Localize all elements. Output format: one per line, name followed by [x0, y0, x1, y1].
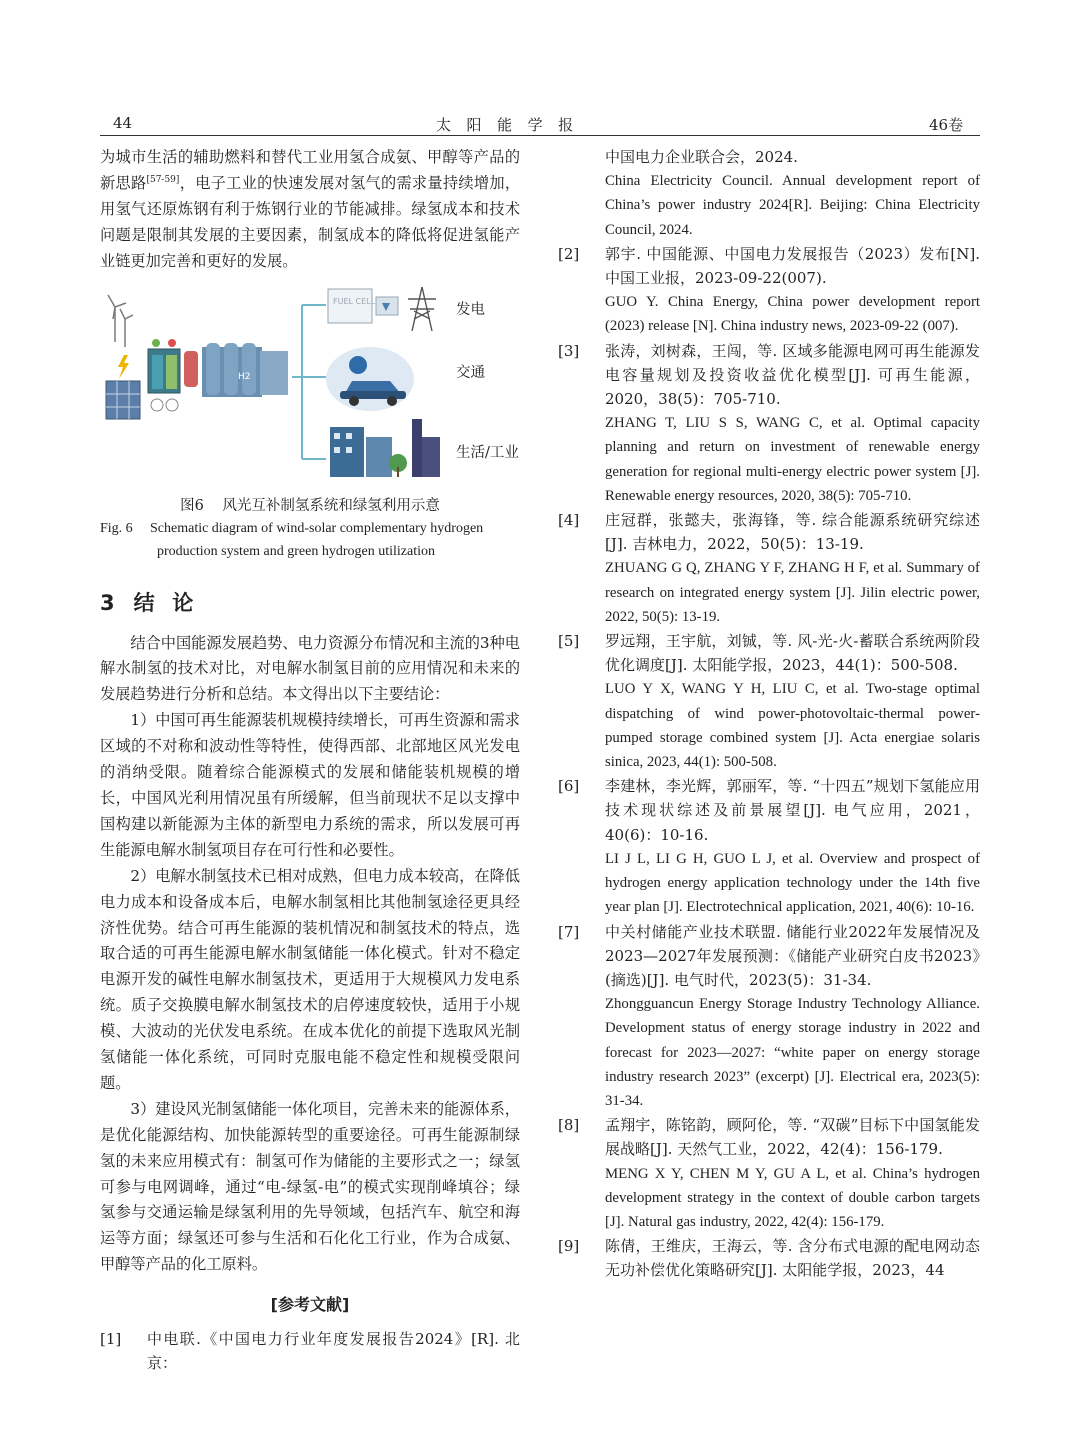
fuel-cell-icon — [328, 287, 398, 323]
electrolyzer-icon — [148, 339, 180, 411]
label-power-generation: 发电 — [456, 301, 485, 318]
reference-text-en: MENG X Y, CHEN M Y, GU A L, et al. China’s hydrogen development strategy in the context of double carbon targets [J]. Natural gas industry, 2022, 42(4): 156-179. — [605, 1165, 980, 1230]
reference-item — [558, 629, 980, 774]
reference-text-cn: 庄冠群，张懿夫，张海锋，等. 综合能源系统研究综述[J]. 吉林电力，2022，50(5)：13-19. — [605, 511, 980, 554]
reference-item — [558, 920, 980, 1114]
section-number: 3 — [100, 590, 116, 615]
reference-text-cn: 孟翔宇，陈铭韵，顾阿伦，等. “双碳”目标下中国氢能发展战略[J]. 天然气工业，2022，42(4)：156-179. — [605, 1116, 980, 1159]
reference-text-en: ZHUANG G Q, ZHANG Y F, ZHANG H F, et al. Summary of research on integrated energy system [J]. Jilin electric power, 2022, 50(5): 13-19. — [605, 560, 980, 625]
reference-item — [558, 774, 980, 919]
journal-title: 太 阳 能 学 报 — [436, 116, 576, 134]
hydrogen-storage-icon — [184, 343, 288, 397]
reference-item — [558, 339, 980, 508]
reference-text-en: China Electricity Council. Annual development report of China’s power industry 2024[R]. Beijing: China Electricity Council, 2024. — [605, 173, 980, 238]
conclusion-paragraph: 1）中国可再生能源装机规模持续增长，可再生资源和需求区域的不对称和波动性等特性，使得西部、北部地区风光发电的消纳受限。随着综合能源模式的发展和储能装机规模的增长，中国风光利用情况虽有所缓解，但当前现状不足以支撑中国构建以新能源为主体的新型电力系统的需求，所以发展可再生能源电解水制氢项目存在可行性和必要性。 — [100, 711, 520, 859]
reference-number: [7] — [558, 922, 580, 941]
reference-text-cn: 郭宇. 中国能源、中国电力发展报告（2023）发布[N]. 中国工业报，2023-09-22(007). — [605, 244, 980, 288]
reference-text-cn: 中国电力企业联合会，2024. — [605, 148, 798, 166]
reference-number: [1] — [100, 1330, 122, 1349]
reference-item — [558, 1113, 980, 1234]
reference-text-en: GUO Y. China Energy, China power development report (2023) release [N]. China industry news, 2023-09-22 (007). — [605, 294, 980, 335]
conclusion-paragraph: 结合中国能源发展趋势、电力资源分布情况和主流的3种电解水制氢的技术对比，对电解水制氢目前的应用情况和未来的发展趋势进行分析和总结。本文得出以下主要结论： — [100, 633, 520, 704]
wind-turbine-icon — [108, 295, 133, 347]
reference-list — [558, 242, 980, 1283]
reference-text-en: LUO Y X, WANG Y H, LIU C, et al. Two-stage optimal dispatching of wind power-photovoltaic-thermal power-pumped storage combined system [J]. Acta energiae solaris sinica, 2023, 44(1): 500-508. — [605, 681, 980, 771]
figure-caption-cn: 图6 风光互补制氢系统和绿氢利用示意 — [180, 497, 440, 514]
reference-item — [558, 145, 980, 242]
reference-text-cn: 中关村储能产业技术联盟. 储能行业2022年发展情况及2023—2027年发展预测：《储能产业研究白皮书2023》(摘选)[J]. 电气时代，2023(5)：31-34. — [605, 922, 980, 989]
reference-number: [9] — [558, 1237, 580, 1256]
solar-panel-icon — [106, 381, 140, 419]
reference-item — [558, 242, 980, 339]
reference-number: [3] — [558, 341, 580, 360]
header-rule — [100, 135, 980, 136]
left-column — [100, 145, 520, 1376]
reference-number: [8] — [558, 1116, 580, 1135]
reference-item — [558, 508, 980, 629]
reference-number: [2] — [558, 244, 580, 263]
reference-item — [558, 1234, 980, 1282]
label-transportation: 交通 — [456, 364, 485, 381]
section-title: 结 论 — [133, 590, 195, 615]
lightning-icon — [118, 355, 129, 379]
vehicle-icon — [326, 347, 414, 411]
reference-text-cn: 张涛，刘树森，王闯，等. 区域多能源电网可再生能源发电容量规划及投资收益优化模型[J]. 可再生能源，2020，38(5)：705-710. — [605, 341, 980, 409]
reference-text-cn: 陈倩，王维庆，王海云，等. 含分布式电源的配电网动态无功补偿优化策略研究[J]. 太阳能学报，2023，44 — [605, 1237, 980, 1280]
volume-label: 46卷 — [929, 116, 964, 134]
reference-text-en: LI J L, LI G H, GUO L J, et al. Overview and prospect of hydrogen energy application technology under the 14th five year plan [J]. Electrotechnical application, 2021, 40(6): 10-16. — [605, 850, 980, 916]
reference-item — [100, 1327, 520, 1375]
section-heading — [100, 587, 520, 617]
distribution-lines — [292, 305, 326, 459]
conclusion-paragraph: 3）建设风光制氢储能一体化项目，完善未来的能源体系，是优化能源结构、加快能源转型的重要途径。可再生能源制绿氢的未来应用模式有：制氢可作为储能的主要形式之一；绿氢可参与电网调峰，通过“电-绿氢-电”的模式实现削峰填谷；绿氢参与交通运输是绿氢利用的先导领域，包括汽车、航空和海运等方面；绿氢还可参与生活和石化化工行业，作为合成氨、甲醇等产品的化工原料。 — [100, 1099, 520, 1274]
fuel-cell-label: FUEL CELL — [333, 296, 376, 306]
page-number: 44 — [113, 114, 133, 132]
right-column — [558, 145, 980, 1283]
reference-text: 中电联.《中国电力行业年度发展报告2024》[R]. 北京： — [147, 1330, 520, 1373]
reference-number: [6] — [558, 777, 580, 796]
label-residential-industry: 生活/工业 — [456, 444, 519, 461]
h2-label: H2 — [238, 371, 251, 382]
reference-text-cn: 罗远翔，王宇航，刘铖，等. 风-光-火-蓄联合系统两阶段优化调度[J]. 太阳能学报，2023，44(1)：500-508. — [605, 632, 980, 675]
references-heading: [参考文献] — [270, 1295, 350, 1315]
intro-paragraph: 为城市生活的辅助燃料和替代工业用氢合成氨、甲醇等产品的新思路[57-59]，电子工业的快速发展对氢气的需求量持续增加，用氢气还原炼钢有利于炼钢行业的节能减排。绿氢成本和技术问题是限制其发展的主要因素，制氢成本的降低将促进氢能产业链更加完善和更好的发展。 — [100, 148, 521, 270]
reference-text-en: Zhongguancun Energy Storage Industry Technology Alliance. Development status of energy storage industry in 2022 and forecast for 2023—2027: “white paper on energy storage industry research 2023” (excerpt) [J]. Electrical era, 2023(5): 31-34. — [605, 996, 980, 1109]
power-tower-icon — [408, 287, 436, 331]
reference-text-cn: 李建林，李光辉，郭丽军，等. “十四五”规划下氢能应用技术现状综述及前景展望[J]. 电气应用，2021，40(6)：10-16. — [605, 777, 980, 844]
citation[interactable]: [57-59] — [146, 174, 180, 185]
reference-number: [5] — [558, 632, 580, 651]
reference-number: [4] — [558, 511, 580, 530]
conclusion-paragraph: 2）电解水制氢技术已相对成熟，但电力成本较高，在降低电力成本和设备成本后，电解水制氢相比其他制氢途径更具经济性优势。结合可再生能源的装机情况和制氢技术的特点，选取合适的可再生能源电解水制氢储能一体化模式。针对不稳定电源开发的碱性电解水制氢技术，更适用于大规模风力发电系统。质子交换膜电解水制氢技术的启停速度较快，适用于小规模、大波动的光伏发电系统。在成本优化的前提下选取风光制氢储能一体化系统，可同时克服电能不稳定性和规模受限问题。 — [100, 866, 520, 1092]
figure-caption-en-label: Fig. 6 — [100, 520, 133, 536]
buildings-icon — [330, 419, 440, 477]
reference-text-en: ZHANG T, LIU S S, WANG C, et al. Optimal capacity planning and return on investment of renewable energy generation for regional multi-energy electric power system [J]. Renewable energy resources, 2020, 38(5): 705-710. — [605, 415, 980, 504]
figure-caption-en: Fig. 6 Schematic diagram of wind-solar complementary hydrogen production system and green hydrogen utilization — [100, 517, 520, 563]
figure-6 — [100, 287, 520, 487]
